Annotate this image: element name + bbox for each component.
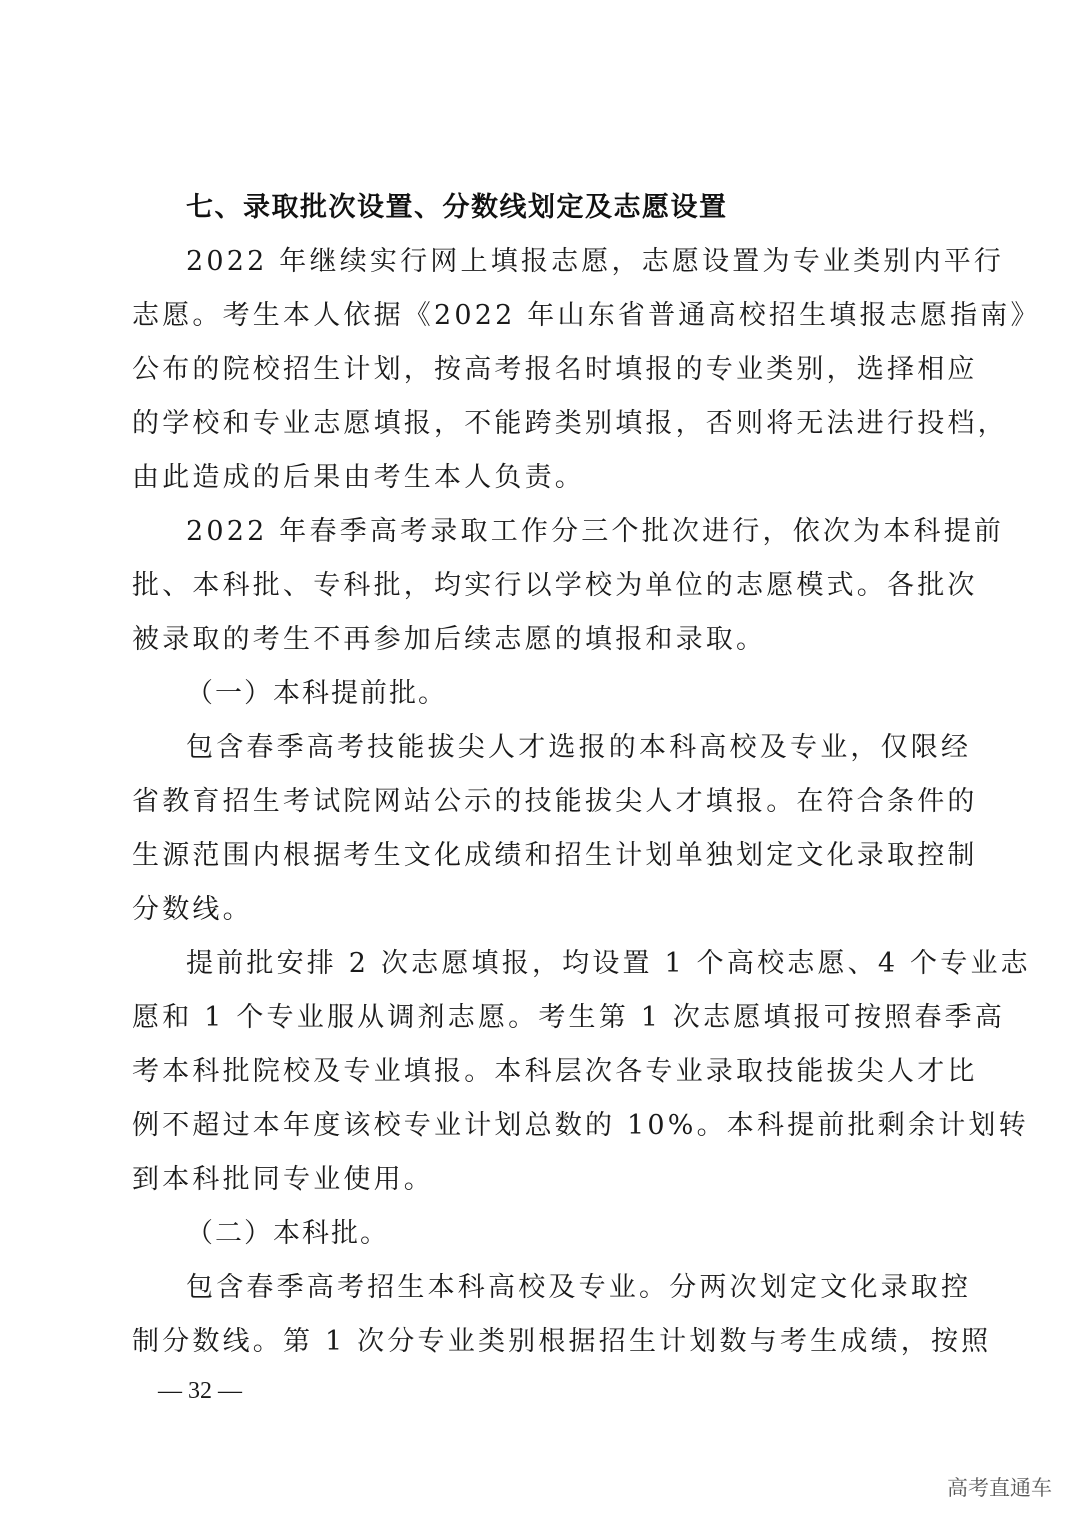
paragraph-line: 制分数线。第 1 次分专业类别根据招生计划数与考生成绩，按照 — [132, 1326, 992, 1357]
paragraph-line: 的学校和专业志愿填报，不能跨类别填报，否则将无法进行投档， — [132, 408, 1008, 439]
paragraph-line: 提前批安排 2 次志愿填报，均设置 1 个高校志愿、4 个专业志 — [186, 948, 1031, 979]
subsection-heading: （二）本科批。 — [186, 1218, 389, 1249]
paragraph-line: 例不超过本年度该校专业计划总数的 10%。本科提前批剩余计划转 — [132, 1110, 1029, 1141]
paragraph-line: 公布的院校招生计划，按高考报名时填报的专业类别，选择相应 — [132, 354, 978, 385]
paragraph-line: 愿和 1 个专业服从调剂志愿。考生第 1 次志愿填报可按照春季高 — [132, 1002, 1006, 1033]
paragraph-line: 到本科批同专业使用。 — [132, 1164, 434, 1195]
paragraph-line: 生源范围内根据考生文化成绩和招生计划单独划定文化录取控制 — [132, 840, 978, 871]
watermark: 高考直通车 — [947, 1476, 1052, 1500]
section-heading: 七、录取批次设置、分数线划定及志愿设置 — [186, 192, 728, 223]
paragraph-line: 2022 年春季高考录取工作分三个批次进行，依次为本科提前 — [186, 516, 1005, 547]
paragraph-line: 分数线。 — [132, 894, 253, 925]
paragraph-line: 被录取的考生不再参加后续志愿的填报和录取。 — [132, 624, 767, 655]
paragraph-line: 考本科批院校及专业填报。本科层次各专业录取技能拔尖人才比 — [132, 1056, 978, 1087]
paragraph-line: 包含春季高考技能拔尖人才选报的本科高校及专业，仅限经 — [186, 732, 972, 763]
paragraph-line: 批、本科批、专科批，均实行以学校为单位的志愿模式。各批次 — [132, 570, 978, 601]
paragraph-line: 包含春季高考招生本科高校及专业。分两次划定文化录取控 — [186, 1272, 972, 1303]
paragraph-line: 2022 年继续实行网上填报志愿，志愿设置为专业类别内平行 — [186, 246, 1005, 277]
paragraph-line: 志愿。考生本人依据《2022 年山东省普通高校招生填报志愿指南》 — [132, 300, 1041, 331]
paragraph-line: 省教育招生考试院网站公示的技能拔尖人才填报。在符合条件的 — [132, 786, 978, 817]
paragraph-line: 由此造成的后果由考生本人负责。 — [132, 462, 585, 493]
subsection-heading: （一）本科提前批。 — [186, 678, 447, 709]
page-number: — 32 — — [158, 1378, 242, 1404]
